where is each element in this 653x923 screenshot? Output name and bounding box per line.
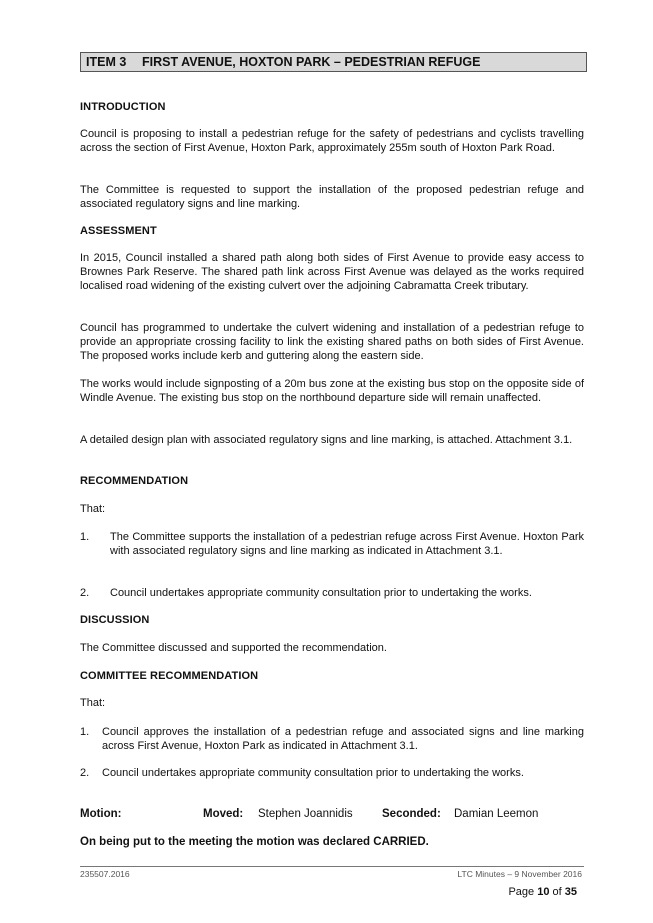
page-current: 10 <box>537 886 550 898</box>
footer-doc-ref: 235507.2016 <box>80 869 130 879</box>
item-title: FIRST AVENUE, HOXTON PARK – PEDESTRIAN REFUGE <box>142 55 481 69</box>
recommendation-heading: RECOMMENDATION <box>80 475 189 487</box>
introduction-paragraph-2: The Committee is requested to support the installation of the proposed pedestrian refuge and associated regulatory signs and line marking. <box>80 184 584 210</box>
item-number: ITEM 3 <box>86 55 127 69</box>
page-prefix: Page <box>508 886 538 898</box>
recommendation-item-text: The Committee supports the installation of a pedestrian refuge across First Avenue. Hoxton Park with associated regulatory signs and line marking as indicated in Attachment 3.1. <box>110 531 584 557</box>
recommendation-item-number: 2. <box>80 587 90 599</box>
page-total: 35 <box>564 886 577 898</box>
motion-label: Motion: <box>80 808 122 820</box>
assessment-paragraph-2: Council has programmed to undertake the culvert widening and installation of a pedestrian refuge to provide an appropriate crossing facility to link the existing shared paths on both sides of First Avenue. The proposed works include kerb and guttering along the eastern side. <box>80 322 584 362</box>
motion-result: On being put to the meeting the motion was declared CARRIED. <box>80 836 429 848</box>
footer-divider <box>80 866 584 867</box>
discussion-heading: DISCUSSION <box>80 614 150 626</box>
committee-item-text: Council undertakes appropriate community consultation prior to undertaking the works. <box>102 767 524 779</box>
committee-item-number: 2. <box>80 767 90 779</box>
page-of: of <box>549 886 565 898</box>
assessment-paragraph-1: In 2015, Council installed a shared path along both sides of First Avenue to provide easy access to Brownes Park Reserve. The shared path link across First Avenue was delayed as the works required localised road widening of the existing culvert over the adjoining Cabramatta Creek tributary. <box>80 252 584 292</box>
assessment-paragraph-3: The works would include signposting of a 20m bus zone at the existing bus stop on the opposite side of Windle Avenue. The existing bus stop on the northbound departure side will remain unaffected. <box>80 378 584 404</box>
moved-by-name: Stephen Joannidis <box>258 808 353 820</box>
recommendation-item-text: Council undertakes appropriate community consultation prior to undertaking the works. <box>110 587 532 599</box>
assessment-heading: ASSESSMENT <box>80 225 157 237</box>
committee-item-number: 1. <box>80 726 90 738</box>
recommendation-item-number: 1. <box>80 531 90 543</box>
seconded-label: Seconded: <box>382 808 441 820</box>
assessment-paragraph-4: A detailed design plan with associated regulatory signs and line marking, is attached. Attachment 3.1. <box>80 434 573 446</box>
discussion-paragraph: The Committee discussed and supported the recommendation. <box>80 642 387 654</box>
seconded-by-name: Damian Leemon <box>454 808 539 820</box>
footer-minutes-ref: LTC Minutes – 9 November 2016 <box>457 869 582 879</box>
committee-item-text: Council approves the installation of a pedestrian refuge and associated signs and line marking across First Avenue, Hoxton Park as indicated in Attachment 3.1. <box>102 726 584 752</box>
introduction-heading: INTRODUCTION <box>80 101 166 113</box>
page-number <box>508 886 577 898</box>
committee-recommendation-heading: COMMITTEE RECOMMENDATION <box>80 670 259 682</box>
introduction-paragraph-1: Council is proposing to install a pedestrian refuge for the safety of pedestrians and cyclists travelling across the section of First Avenue, Hoxton Park, approximately 255m south of Hoxton Park Road. <box>80 128 584 154</box>
recommendation-that: That: <box>80 503 106 515</box>
committee-recommendation-that: That: <box>80 697 106 709</box>
moved-label: Moved: <box>203 808 244 820</box>
item-header-box <box>80 52 587 72</box>
